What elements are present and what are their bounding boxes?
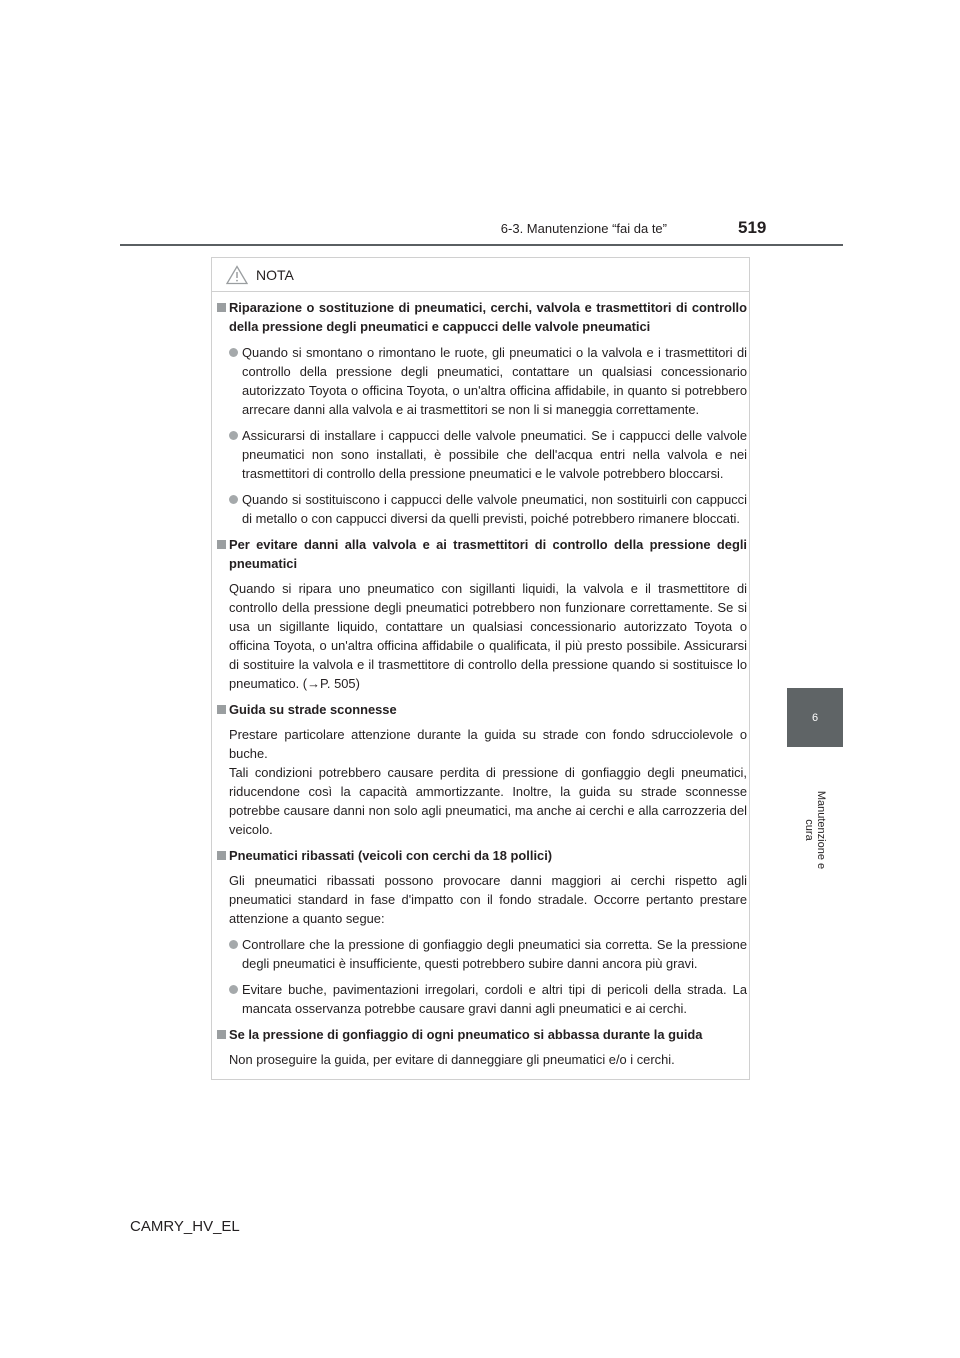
section-heading: Riparazione o sostituzione di pneumatici, cerchi, valvola e trasmettitori di controllo della pressione degli pneumatici e cappucci delle valvole pneumatici bbox=[229, 300, 747, 334]
section-heading: Pneumatici ribassati (veicoli con cerchi da 18 pollici) bbox=[229, 848, 553, 863]
section-square-icon bbox=[217, 1030, 226, 1039]
section-square-icon bbox=[217, 705, 226, 714]
nota-title: NOTA bbox=[256, 266, 294, 283]
nota-section bbox=[217, 700, 747, 839]
nota-header bbox=[212, 258, 749, 292]
section-heading: Guida su strade sconnesse bbox=[229, 702, 397, 717]
bullet-dot-icon bbox=[229, 431, 238, 440]
header-divider bbox=[120, 244, 843, 246]
nota-section bbox=[217, 1025, 747, 1069]
page-number: 519 bbox=[738, 218, 767, 237]
bullet-item bbox=[217, 935, 747, 973]
nota-content bbox=[217, 298, 747, 1076]
warning-triangle-icon bbox=[226, 265, 248, 285]
nota-section bbox=[217, 846, 747, 1018]
section-heading: Se la pressione di gonfiaggio di ogni pneumatico si abbassa durante la guida bbox=[229, 1027, 703, 1042]
section-paragraph: Prestare particolare attenzione durante la guida su strade con fondo sdrucciolevole o buche. bbox=[229, 727, 747, 761]
section-paragraph: Gli pneumatici ribassati possono provocare danni maggiori ai cerchi rispetto agli pneumatici standard in fase d'impatto con il fondo stradale. Occorre pertanto prestare attenzione a quanto segue: bbox=[229, 873, 747, 926]
bullet-dot-icon bbox=[229, 985, 238, 994]
bullet-dot-icon bbox=[229, 348, 238, 357]
bullet-item bbox=[217, 426, 747, 483]
section-paragraph: Quando si ripara uno pneumatico con sigillanti liquidi, la valvola e il trasmettitore di controllo della pressione degli pneumatici potrebbero non funzionare correttamente. Se si usa un sigillante liquido, contattare un qualsiasi concessionario autorizzato Toyota o officina Toyota, o un'altra officina affidabile o qualificata, il più presto possibile. Assicurarsi di sostituire la valvola e il trasmettitore di controllo della pressione quando si sostituisce lo pneumatico. (→P. 505) bbox=[229, 581, 747, 691]
section-paragraph: Tali condizioni potrebbero causare perdita di pressione di gonfiaggio degli pneumatici, riducendone così la capacità ammortizzante. Inoltre, la guida su strade sconnesse potrebbe causare danni non solo agli pneumatici, ma anche ai cerchi e alla carrozzeria del veicolo. bbox=[229, 765, 747, 837]
bullet-text: Assicurarsi di installare i cappucci delle valvole pneumatici. Se i cappucci delle valvole pneumatici non sono installati, è possibile che dell'acqua entri nella valvola e nei trasmettitori di controllo della pressione pneumatici e le valvole potrebbero bloccarsi. bbox=[242, 428, 747, 481]
side-tab-chapter-label: Manutenzione e cura bbox=[803, 790, 827, 870]
section-heading: Per evitare danni alla valvola e ai trasmettitori di controllo della pressione degli pneumatici bbox=[229, 537, 747, 571]
section-square-icon bbox=[217, 540, 226, 549]
bullet-text: Quando si sostituiscono i cappucci delle valvole pneumatici, non sostituirli con cappucci di metallo o con cappucci diversi da quelli previsti, poiché potrebbero rimanere bloccati. bbox=[242, 492, 747, 526]
bullet-item bbox=[217, 343, 747, 419]
bullet-item bbox=[217, 490, 747, 528]
bullet-text: Quando si smontano o rimontano le ruote, gli pneumatici o la valvola e i trasmettitori di controllo della pressione degli pneumatici, contattare un qualsiasi concessionario autorizzato Toyota o officina Toyota, o un'altra officina affidabile, in quanto si potrebbero arrecare danni alla valvola e ai trasmettitori se non li si maneggia correttamente. bbox=[242, 345, 747, 417]
section-square-icon bbox=[217, 851, 226, 860]
nota-box bbox=[211, 257, 750, 1080]
bullet-dot-icon bbox=[229, 495, 238, 504]
nota-section bbox=[217, 535, 747, 693]
bullet-item bbox=[217, 980, 747, 1018]
section-square-icon bbox=[217, 303, 226, 312]
bullet-dot-icon bbox=[229, 940, 238, 949]
bullet-text: Evitare buche, pavimentazioni irregolari, cordoli e altri tipi di pericoli della strada. La mancata osservanza potrebbe causare gravi danni agli pneumatici e ai cerchi. bbox=[242, 982, 747, 1016]
bullet-text: Controllare che la pressione di gonfiaggio degli pneumatici sia corretta. Se la pressione degli pneumatici è insufficiente, questi potrebbero subire danni ancora più gravi. bbox=[242, 937, 747, 971]
nota-section bbox=[217, 298, 747, 528]
side-tab-chapter-number: 6 bbox=[787, 688, 843, 747]
footer-document-code: CAMRY_HV_EL bbox=[130, 1218, 240, 1235]
header-section-title: 6-3. Manutenzione “fai da te” bbox=[500, 221, 667, 236]
section-paragraph: Non proseguire la guida, per evitare di danneggiare gli pneumatici e/o i cerchi. bbox=[229, 1052, 675, 1067]
